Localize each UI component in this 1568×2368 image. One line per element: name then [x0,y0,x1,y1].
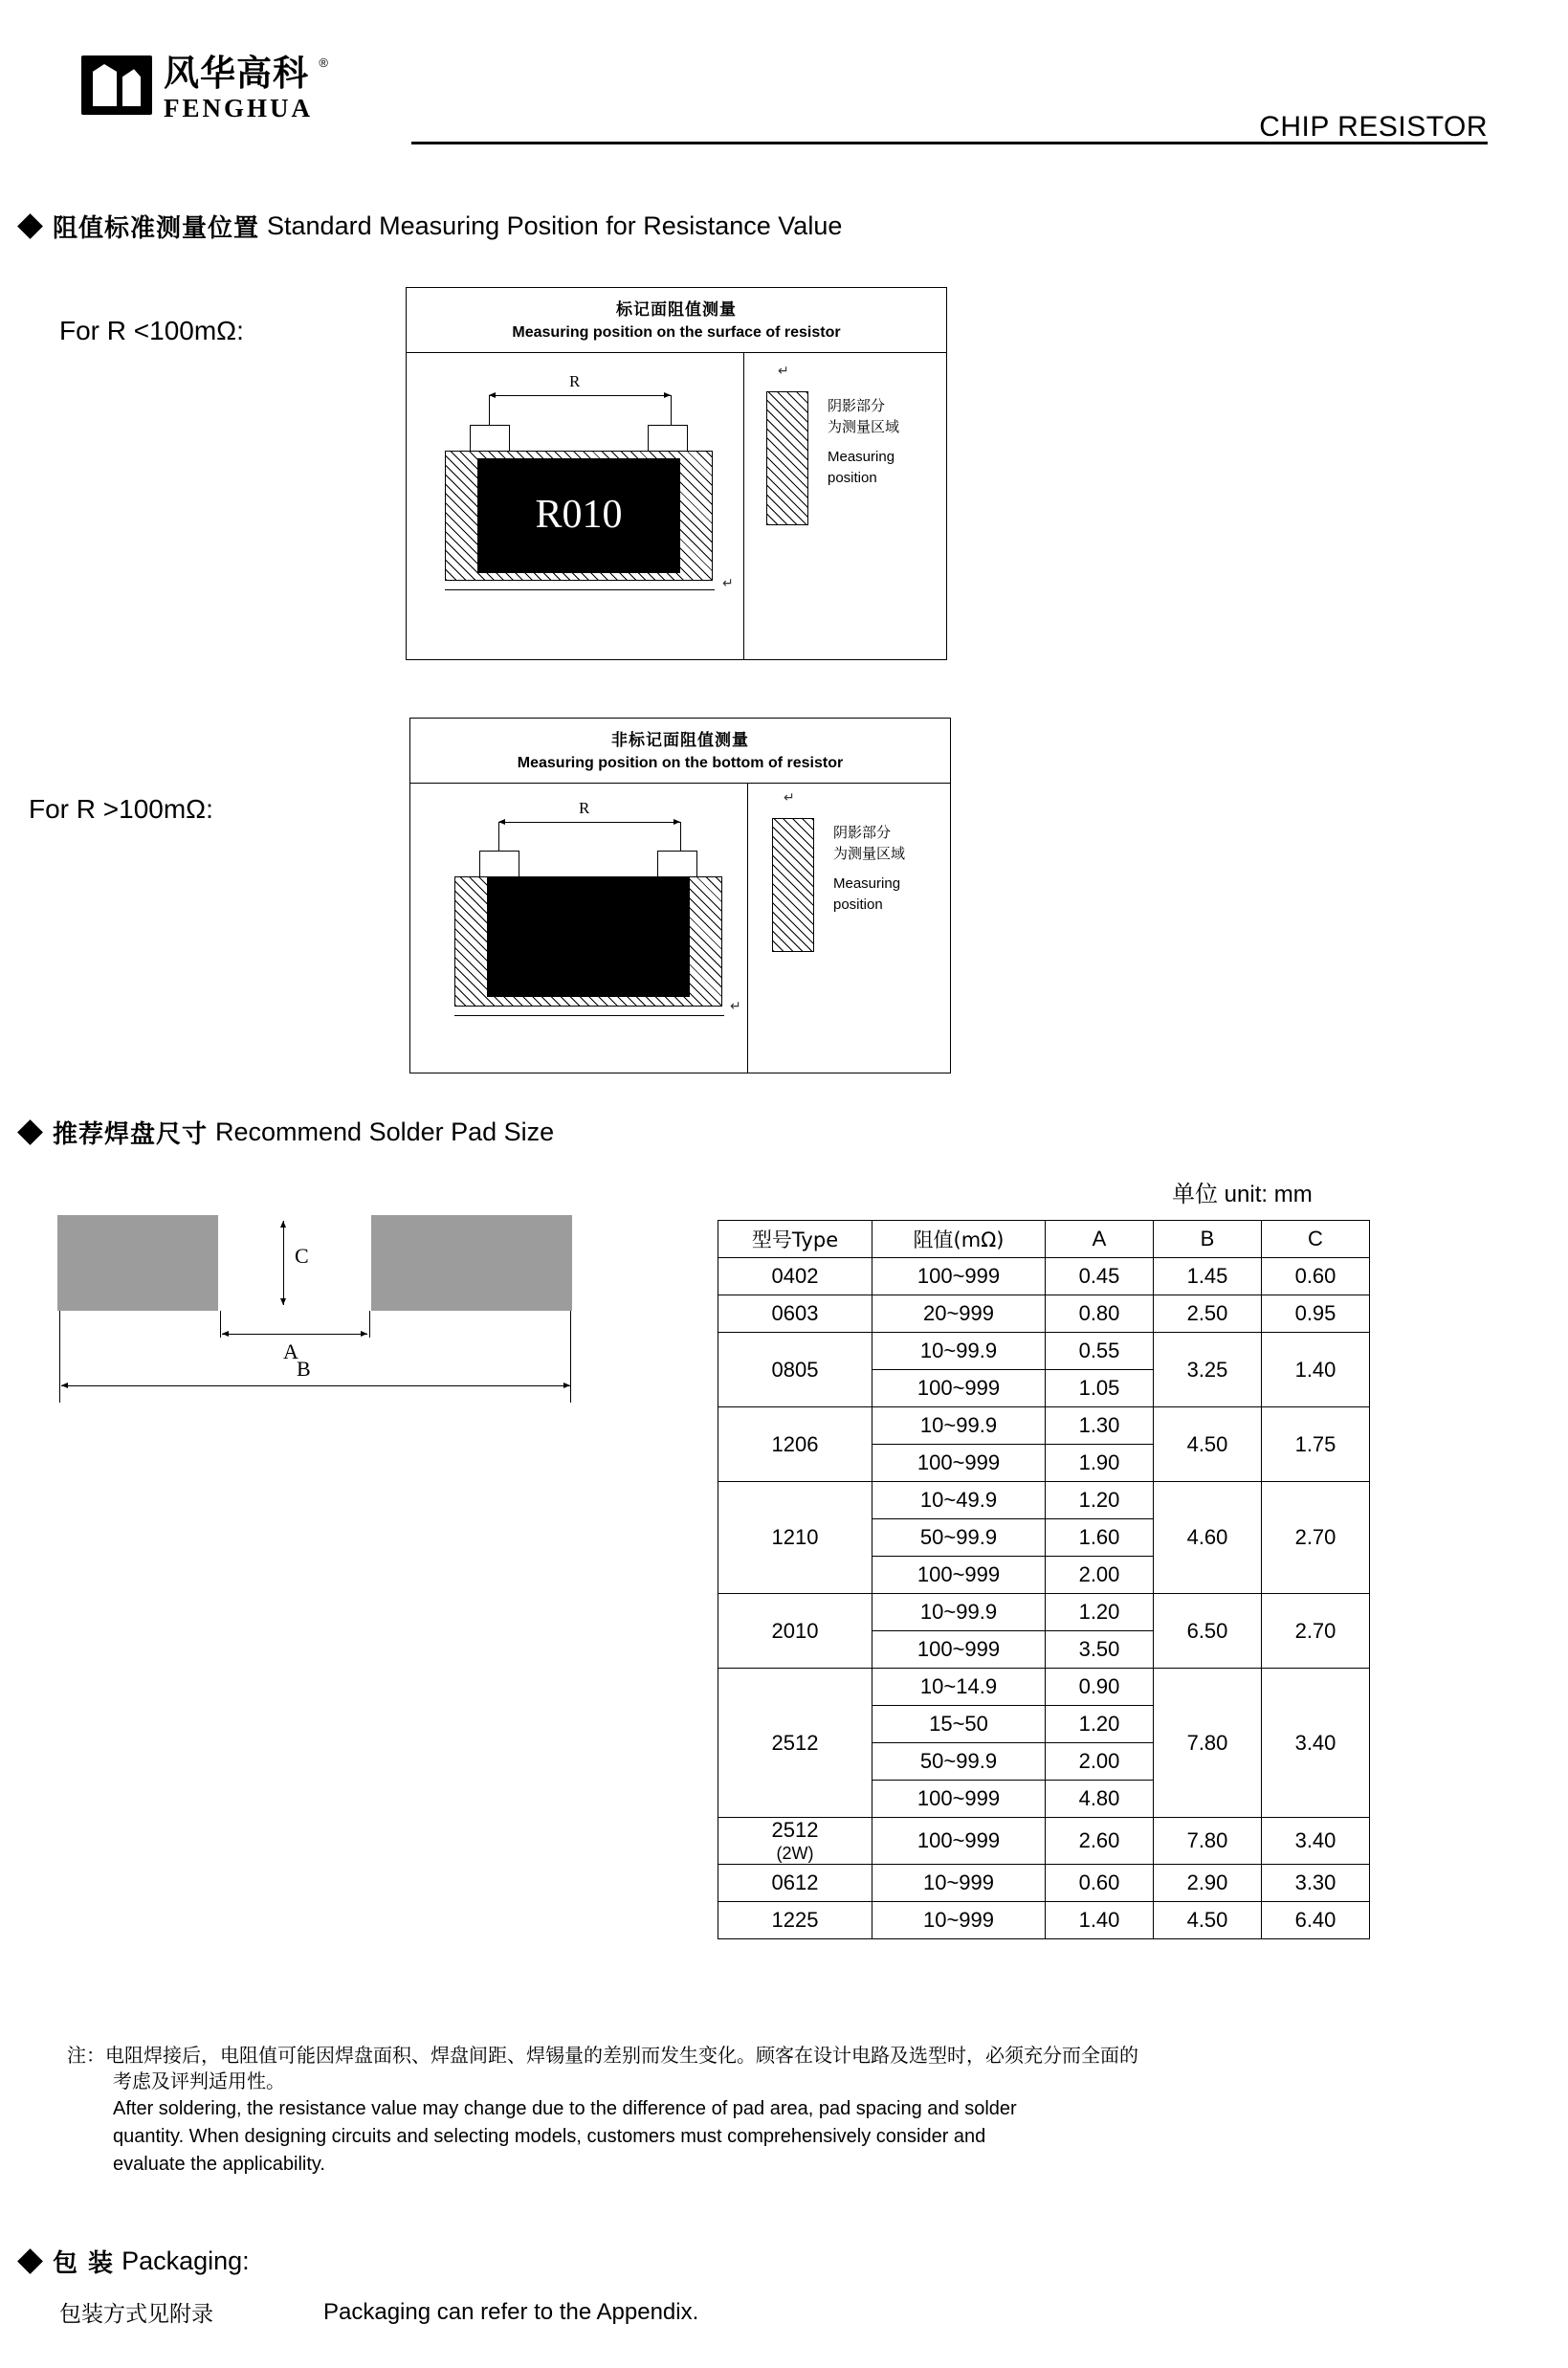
diagram-top-pilcrow-1: ↵ [722,575,734,590]
cell-resistance: 10~49.9 [872,1482,1046,1519]
cell-c: 0.60 [1262,1258,1370,1295]
table-row [718,1865,1370,1902]
diagram-bottom-legend-cn-1: 阴影部分 [833,824,892,841]
table-row [718,1333,1370,1370]
cell-a: 0.90 [1046,1669,1154,1706]
cell-resistance: 10~14.9 [872,1669,1046,1706]
cell-resistance: 10~99.9 [872,1407,1046,1445]
unit-label [1172,1175,1313,1208]
diagram-surface-measuring [406,287,947,660]
dim-a-label: A [283,1339,298,1363]
cell-type: 1206 [718,1407,872,1482]
cell-c: 1.40 [1262,1333,1370,1407]
unit-label-en: unit: mm [1224,1182,1313,1207]
cell-c: 2.70 [1262,1594,1370,1669]
cell-a: 1.30 [1046,1407,1154,1445]
cell-resistance: 100~999 [872,1818,1046,1865]
cell-a: 3.50 [1046,1631,1154,1669]
diagram-top-legend-cn-1: 阴影部分 [828,397,886,414]
cell-type: 0603 [718,1295,872,1333]
diamond-bullet-icon [17,213,43,239]
cell-resistance: 100~999 [872,1631,1046,1669]
cell-a: 0.45 [1046,1258,1154,1295]
note-row-cn-2 [113,2069,1502,2095]
diagram-bottom-legend-text [833,822,905,916]
diagram-bottom-title-cn: 非标记面阻值测量 [611,731,749,750]
diamond-bullet-icon [17,2248,43,2274]
diagram-bottom-pilcrow-1: ↵ [730,998,741,1013]
cell-b: 4.50 [1154,1902,1262,1939]
table-row [718,1818,1370,1865]
diagram-bottom-tick-left [498,822,499,851]
packaging-reference-line [59,2296,698,2328]
cell-resistance: 100~999 [872,1445,1046,1482]
dim-b-label: B [297,1357,311,1381]
cell-a: 2.00 [1046,1743,1154,1781]
section-heading-solder-pad [21,1115,554,1150]
company-logo [81,53,328,122]
packaging-title-cn: 包 装 [53,2249,115,2278]
table-row [718,1482,1370,1519]
note-block [67,2043,1502,2179]
note-cn-line-1: 电阻焊接后，电阻值可能因焊盘面积、焊盘间距、焊锡量的差别而发生变化。顾客在设计电路及选型时，必须充分而全面的 [105,2044,1138,2067]
cell-resistance: 10~99.9 [872,1333,1046,1370]
dim-c-label: C [295,1244,309,1268]
cell-resistance: 50~99.9 [872,1519,1046,1557]
cell-c: 2.70 [1262,1482,1370,1594]
packaging-line-en: Packaging can refer to the Appendix. [323,2298,699,2325]
cell-b: 6.50 [1154,1594,1262,1669]
pad-rect-left [57,1215,218,1311]
cell-type: 1225 [718,1902,872,1939]
diagram-bottom-dim-label: R [579,799,590,817]
cell-resistance: 100~999 [872,1781,1046,1818]
cell-a: 2.60 [1046,1818,1154,1865]
diagram-top-chip-code: R010 [535,493,623,537]
header-resistance: 阻值(mΩ) [872,1221,1046,1258]
diagram-top-title-en: Measuring position on the surface of resistor [512,324,841,341]
cell-b: 7.80 [1154,1818,1262,1865]
packaging-line-cn: 包装方式见附录 [59,2302,213,2327]
cell-resistance: 20~999 [872,1295,1046,1333]
diagram-top-marking-face [477,458,680,573]
dim-c-arrow [283,1221,284,1305]
diagram-bottom-measuring-area [487,876,690,997]
diagram-top-title-cn: 标记面阻值测量 [616,300,737,320]
cell-c: 3.40 [1262,1818,1370,1865]
header-c: C [1262,1221,1370,1258]
cell-c: 3.30 [1262,1865,1370,1902]
dim-b-tick-right [570,1311,571,1403]
cell-a: 1.40 [1046,1902,1154,1939]
section-title-cn: 阻值标准测量位置 [53,214,260,243]
dim-b-arrow [61,1385,570,1386]
cell-b: 2.50 [1154,1295,1262,1333]
table-row [718,1594,1370,1631]
cell-b: 4.50 [1154,1407,1262,1482]
dim-a-arrow [222,1334,367,1335]
diagram-bottom-tick-right [680,822,681,851]
diagram-top-legend-en-2: position [828,470,877,486]
unit-label-cn: 单位 [1172,1181,1218,1207]
header-a: A [1046,1221,1154,1258]
diagram-top-baseline [445,589,715,590]
cell-type: 0402 [718,1258,872,1295]
cell-resistance: 50~99.9 [872,1743,1046,1781]
cell-a: 4.80 [1046,1781,1154,1818]
cell-type-sub: (2W) [776,1844,814,1863]
table-row [718,1669,1370,1706]
diagram-top-divider [743,353,744,659]
cell-b: 1.45 [1154,1258,1262,1295]
cell-a: 0.80 [1046,1295,1154,1333]
table-row [718,1258,1370,1295]
section-heading-measuring-position [21,209,842,244]
note-row-cn-1 [67,2043,1502,2069]
note-row-en-2 [113,2123,1502,2151]
registered-trademark-icon: ® [319,55,328,70]
diagram-top-terminal-left [470,425,510,452]
table-row [718,1295,1370,1333]
diagram-top-legend-en-1: Measuring [828,449,895,465]
cell-c: 6.40 [1262,1902,1370,1939]
diagram-bottom-terminal-left [479,851,519,877]
table-row [718,1902,1370,1939]
diagram-top-dim-arrow [489,395,671,396]
label-for-r-greater-than: For R >100mΩ: [29,794,213,824]
document-title: CHIP RESISTOR [1259,111,1488,143]
table-header-row [718,1221,1370,1258]
diagram-bottom-title-en: Measuring position on the bottom of resistor [517,755,844,771]
solder-pad-drawing [57,1215,574,1435]
cell-a: 2.00 [1046,1557,1154,1594]
diagram-top-legend-cn-2: 为测量区域 [828,418,900,435]
pad-section-title-cn: 推荐焊盘尺寸 [53,1120,209,1149]
cell-a: 0.55 [1046,1333,1154,1370]
note-row-en-3 [113,2151,1502,2179]
dim-a-tick-left [220,1311,221,1338]
cell-a: 0.60 [1046,1865,1154,1902]
cell-resistance: 100~999 [872,1258,1046,1295]
solder-pad-size-table [718,1220,1370,1939]
cell-a: 1.20 [1046,1594,1154,1631]
diamond-bullet-icon [17,1119,43,1145]
logo-english-name: FENGHUA [164,94,313,122]
cell-type: 0612 [718,1865,872,1902]
label-for-r-less-than: For R <100mΩ: [59,316,244,345]
cell-type-label: 2512 [771,1818,819,1842]
cell-a: 1.20 [1046,1706,1154,1743]
cell-resistance: 100~999 [872,1370,1046,1407]
diagram-top-dim-label: R [569,372,581,390]
logo-chinese-name: 风华高科 [164,53,309,94]
cell-type-2w [718,1818,872,1865]
diagram-top-terminal-right [648,425,688,452]
diagram-bottom-measuring [409,718,951,1073]
cell-a: 1.20 [1046,1482,1154,1519]
cell-c: 1.75 [1262,1407,1370,1482]
cell-b: 7.80 [1154,1669,1262,1818]
diagram-top-tick-left [489,395,490,426]
pad-rect-right [371,1215,572,1311]
diagram-bottom-baseline [454,1015,724,1016]
table-row [718,1407,1370,1445]
cell-a: 1.60 [1046,1519,1154,1557]
diagram-bottom-pilcrow-2: ↵ [784,789,795,805]
note-en-line-3: evaluate the applicability. [113,2154,325,2175]
diagram-bottom-legend-en-2: position [833,896,883,913]
diagram-bottom-titlebar [410,719,950,784]
diagram-top-tick-right [671,395,672,426]
diagram-bottom-terminal-right [657,851,697,877]
note-tag: 注： [67,2044,105,2067]
cell-resistance: 15~50 [872,1706,1046,1743]
note-row-en-1 [113,2095,1502,2123]
diagram-bottom-legend-cn-2: 为测量区域 [833,845,906,862]
packaging-title-en: Packaging: [121,2246,250,2275]
logo-text [164,53,328,122]
cell-type: 0805 [718,1333,872,1407]
dim-b-tick-left [59,1311,60,1403]
cell-c: 3.40 [1262,1669,1370,1818]
diagram-bottom-legend-en-1: Measuring [833,875,901,892]
cell-b: 3.25 [1154,1333,1262,1407]
cell-resistance: 10~999 [872,1902,1046,1939]
cell-resistance: 100~999 [872,1557,1046,1594]
cell-resistance: 10~999 [872,1865,1046,1902]
diagram-bottom-legend-swatch [772,818,814,952]
cell-a: 1.05 [1046,1370,1154,1407]
note-cn-line-2: 考虑及评判适用性。 [113,2069,285,2092]
cell-type: 2512 [718,1669,872,1818]
dim-a-tick-right [369,1311,370,1338]
cell-resistance: 10~99.9 [872,1594,1046,1631]
cell-b: 2.90 [1154,1865,1262,1902]
section-heading-packaging [21,2244,250,2279]
header-type: 型号Type [718,1221,872,1258]
header-b: B [1154,1221,1262,1258]
cell-b: 4.60 [1154,1482,1262,1594]
section-title-en: Standard Measuring Position for Resistance Value [267,211,843,240]
diagram-top-legend-swatch [766,391,808,525]
diagram-bottom-divider [747,784,748,1073]
diagram-bottom-dim-arrow [498,822,680,823]
cell-a: 1.90 [1046,1445,1154,1482]
diagram-top-pilcrow-2: ↵ [778,363,789,378]
diagram-top-legend-text [828,395,899,489]
diagram-top-titlebar [407,288,946,353]
cell-type: 2010 [718,1594,872,1669]
pad-section-title-en: Recommend Solder Pad Size [215,1118,555,1146]
cell-c: 0.95 [1262,1295,1370,1333]
fenghua-logo-icon [81,55,152,115]
cell-type: 1210 [718,1482,872,1594]
note-en-line-2: quantity. When designing circuits and selecting models, customers must comprehensively consider and [113,2126,986,2147]
note-en-line-1: After soldering, the resistance value may change due to the difference of pad area, pad spacing and solder [113,2098,1017,2119]
page-header [0,38,1568,143]
